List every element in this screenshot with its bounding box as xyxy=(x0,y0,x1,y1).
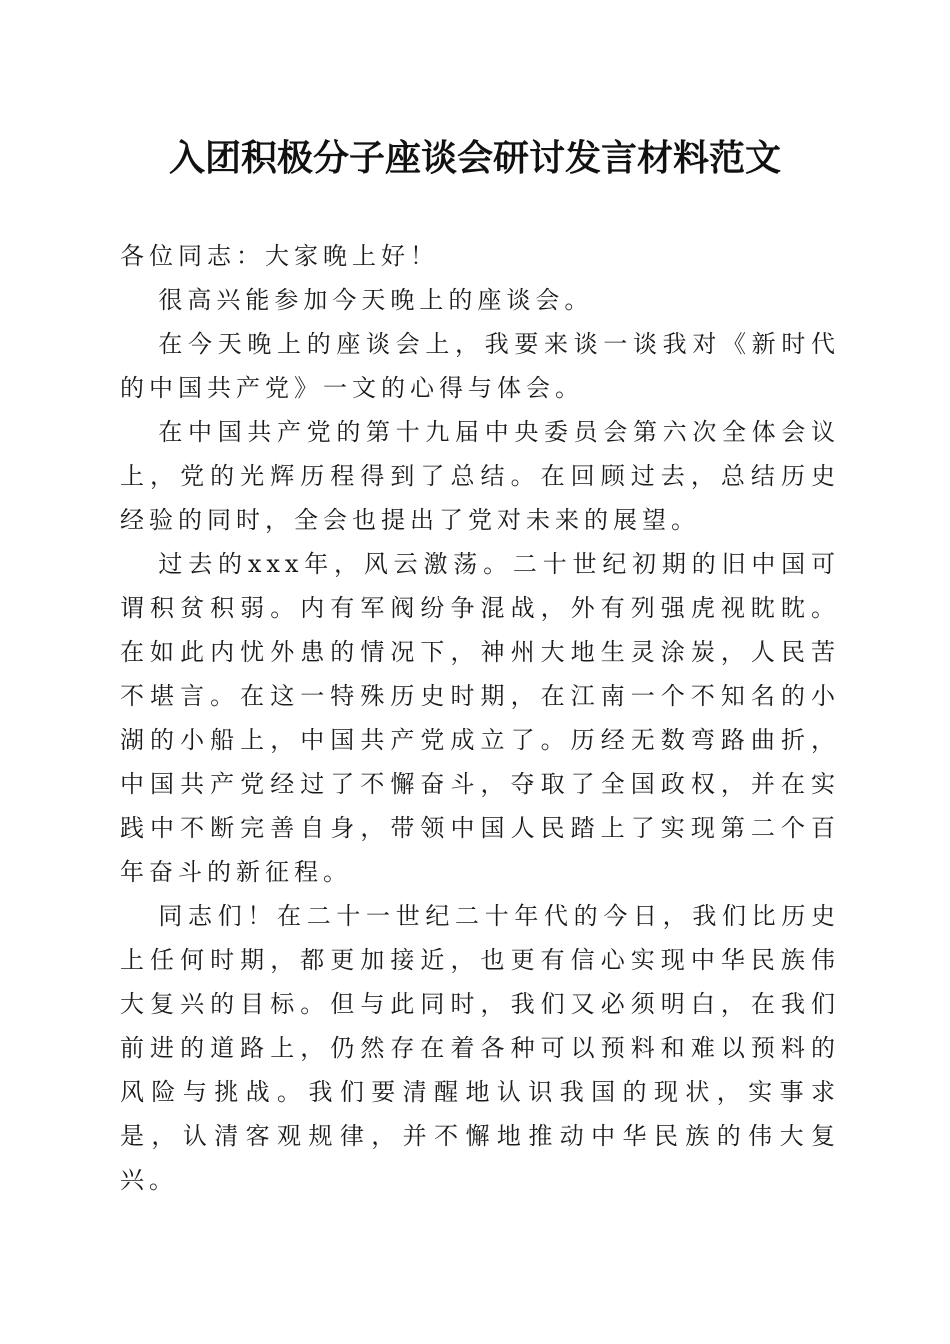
document-body xyxy=(120,234,840,1202)
body-paragraph-5: 同志们！在二十一世纪二十年代的今日，我们比历史上任何时期，都更加接近，也更有信心实现中华民族伟大复兴的目标。但与此同时，我们又必须明白，在我们前进的道路上，仍然存在着各种可以预料和难以预料的风险与挑战。我们要清醒地认识我国的现状，实事求是，认清客观规律，并不懈地推动中华民族的伟大复兴。 xyxy=(120,902,840,1194)
body-paragraph-2: 在今天晚上的座谈会上，我要来谈一谈我对《新时代的中国共产党》一文的心得与体会。 xyxy=(120,330,840,402)
greeting-paragraph: 各位同志：大家晚上好！ xyxy=(120,242,439,270)
body-paragraph-3: 在中国共产党的第十九届中央委员会第六次全体会议上，党的光辉历程得到了总结。在回顾过去，总结历史经验的同时，全会也提出了党对未来的展望。 xyxy=(120,418,840,534)
document-title: 入团积极分子座谈会研讨发言材料范文 xyxy=(168,137,781,179)
body-paragraph-4: 过去的xxx年，风云激荡。二十世纪初期的旧中国可谓积贫积弱。内有军阀纷争混战，外有列强虎视眈眈。在如此内忧外患的情况下，神州大地生灵涂炭，人民苦不堪言。在这一特殊历史时期，在江南一个不知名的小湖的小船上，中国共产党成立了。历经无数弯路曲折，中国共产党经过了不懈奋斗，夺取了全国政权，并在实践中不断完善自身，带领中国人民踏上了实现第二个百年奋斗的新征程。 xyxy=(120,550,840,886)
body-paragraph-1: 很高兴能参加今天晚上的座谈会。 xyxy=(158,286,594,314)
